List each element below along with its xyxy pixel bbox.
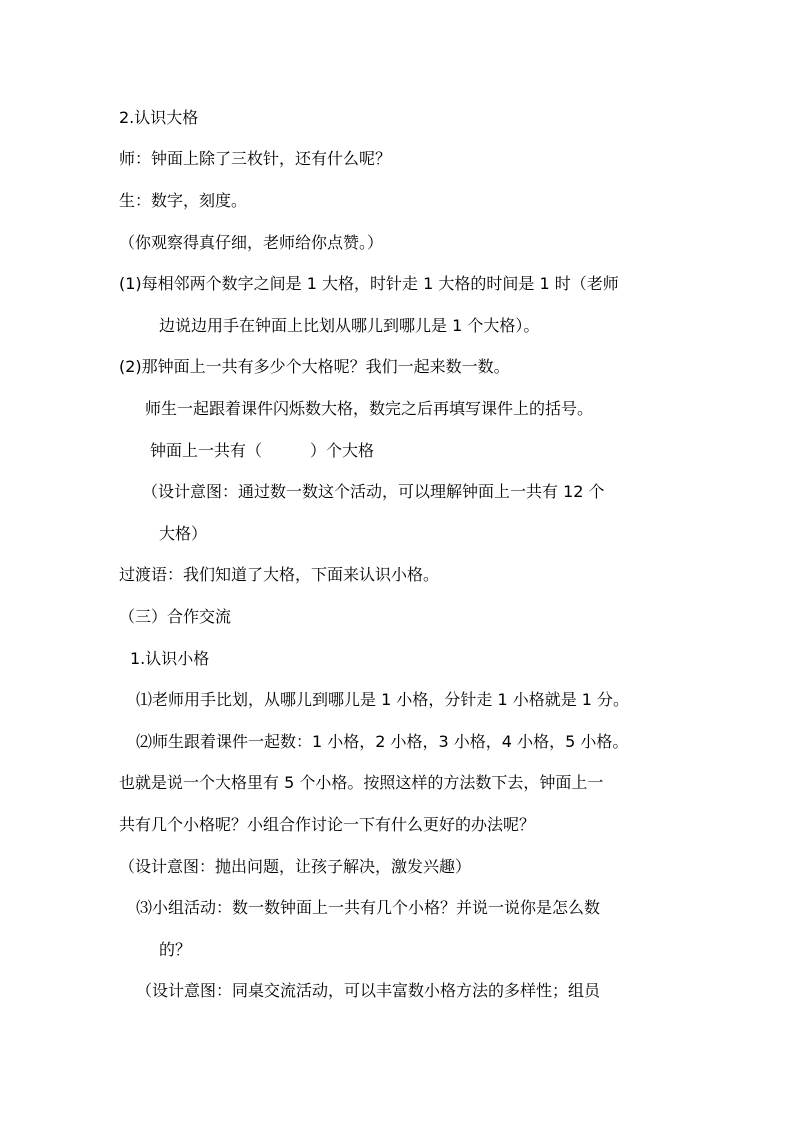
point-1-line: (1)每相邻两个数字之间是 1 大格，时针走 1 大格的时间是 1 时（老师 (119, 274, 619, 293)
small-grid-point-3-continuation: 的？ (159, 940, 192, 959)
section-heading-small-grid: 1.认识小格 (130, 649, 210, 668)
small-grid-point-3: ⑶小组活动：数一数钟面上一共有几个小格？并说一说你是怎么数 (136, 898, 601, 917)
small-grid-point-2-continuation-1: 也就是说一个大格里有 5 个小格。按照这样的方法数下去，钟面上一 (119, 773, 604, 792)
small-grid-point-1: ⑴老师用手比划，从哪儿到哪儿是 1 小格，分针走 1 小格就是 1 分。 (136, 690, 630, 709)
section-heading-big-grid: 2.认识大格 (119, 108, 199, 127)
point-2-line: (2)那钟面上一共有多少个大格呢？我们一起来数一数。 (119, 357, 510, 376)
small-grid-point-2-continuation-2: 共有几个小格呢？小组合作讨论一下有什么更好的办法呢？ (119, 815, 536, 834)
counting-activity-line: 师生一起跟着课件闪烁数大格，数完之后再填写课件上的括号。 (145, 399, 594, 418)
design-intent-line-1: （设计意图：通过数一数这个活动，可以理解钟面上一共有 12 个 (142, 482, 605, 501)
teacher-question-line: 师：钟面上除了三枚针，还有什么呢？ (119, 149, 392, 168)
praise-note-line: （你观察得真仔细，老师给你点赞。） (119, 233, 384, 252)
student-answer-line: 生：数字，刻度。 (119, 191, 248, 210)
section-heading-cooperation: （三）合作交流 (119, 607, 232, 626)
small-grid-point-2: ⑵师生跟着课件一起数：1 小格，2 小格，3 小格，4 小格，5 小格。 (136, 732, 629, 751)
design-intent-line-1-continuation: 大格） (159, 524, 208, 543)
design-intent-line-2: （设计意图：抛出问题，让孩子解决，激发兴趣） (119, 857, 472, 876)
design-intent-line-3: （设计意图：同桌交流活动，可以丰富数小格方法的多样性；组员 (136, 981, 601, 1000)
fill-blank-line: 钟面上一共有（ ）个大格 (150, 441, 375, 460)
transition-line: 过渡语：我们知道了大格，下面来认识小格。 (119, 565, 440, 584)
point-1-continuation: 边说边用手在钟面上比划从哪儿到哪儿是 1 个大格）。 (159, 316, 540, 335)
